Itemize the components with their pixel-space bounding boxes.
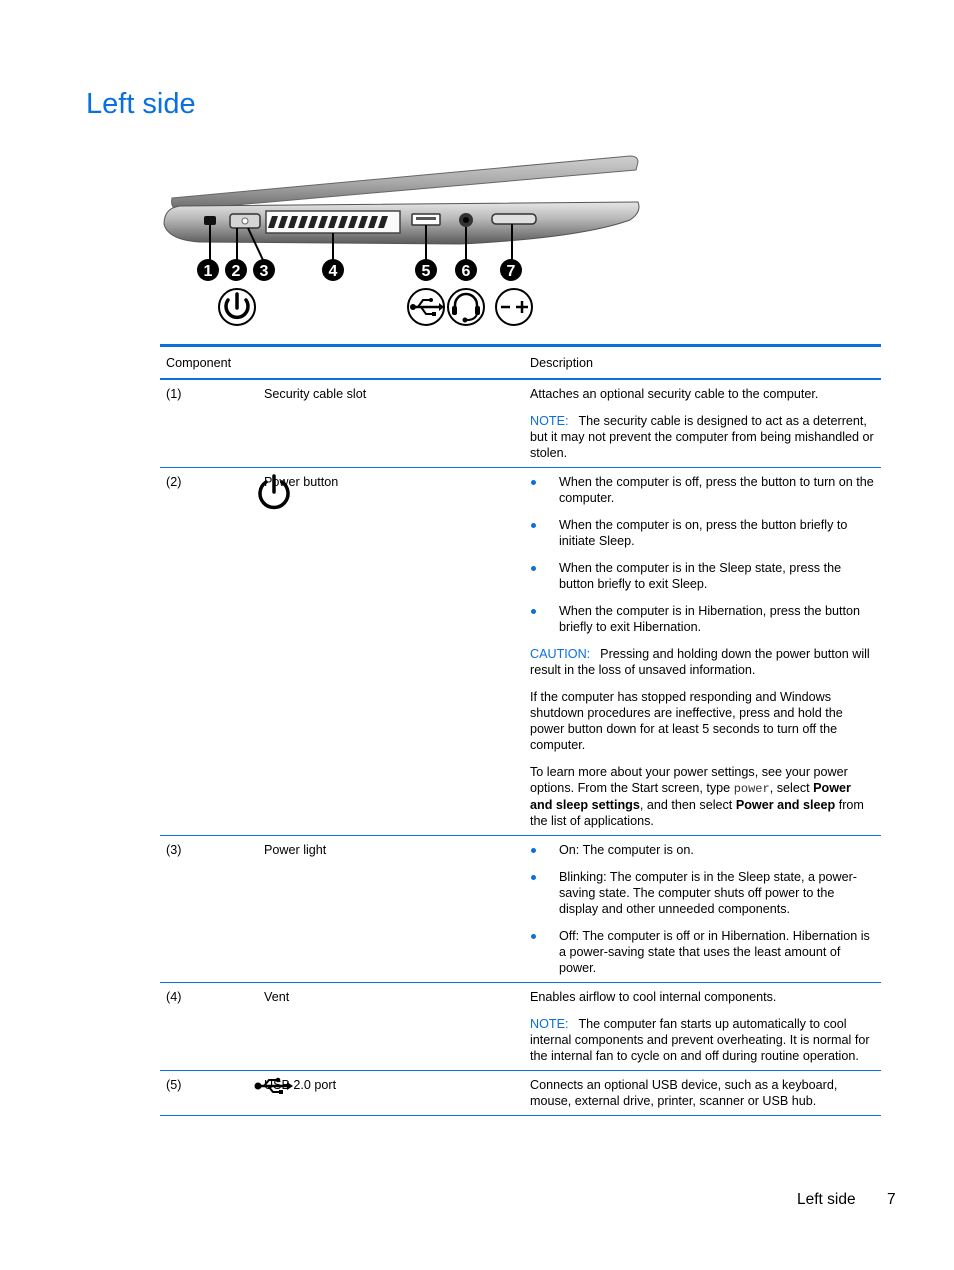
header-component: Component — [166, 355, 232, 370]
callout-7: 7 — [506, 263, 516, 280]
ui-term: Power and sleep — [735, 798, 836, 812]
row-icon-cell — [204, 989, 264, 1064]
caution-text: Pressing and holding down the power button will result in the loss of unsaved information. — [530, 647, 870, 677]
header-description: Description — [530, 355, 593, 370]
note-text: The security cable is designed to act as a deterrent, but it may not prevent the computer from being mishandled or stolen. — [530, 414, 874, 460]
callout-3: 3 — [259, 263, 269, 280]
ui-term: Power and sleep settings — [530, 781, 851, 812]
row-description — [530, 1077, 881, 1109]
table-row — [160, 983, 881, 1071]
table-row — [160, 380, 881, 468]
note-label: NOTE: — [530, 1017, 569, 1031]
caution-label: CAUTION: — [530, 647, 591, 661]
minus-plus-icon — [496, 289, 532, 325]
row-number: (2) — [166, 475, 182, 489]
table-row — [160, 468, 881, 836]
volume-rocker-shape — [492, 214, 536, 224]
row-icon-cell — [204, 1077, 264, 1109]
text-run: from the list of applications. — [530, 798, 864, 828]
page-title: Left side — [86, 88, 196, 120]
row-component-name: Power button — [264, 475, 339, 489]
row-description — [530, 474, 881, 829]
footer-section-label: Left side — [797, 1191, 856, 1208]
callout-1: 1 — [203, 263, 213, 280]
row-description — [530, 989, 881, 1064]
components-table — [160, 344, 881, 1116]
page-number: 7 — [887, 1191, 896, 1208]
list-item: When the computer is in Hibernation, press the button briefly to exit Hibernation. — [530, 603, 875, 635]
power-settings-text — [530, 764, 875, 829]
note-label: NOTE: — [530, 414, 569, 428]
list-item: Off: The computer is off or in Hibernation. Hibernation is a power-saving state that uses the least amount of power. — [530, 928, 875, 976]
bullet-list — [530, 842, 875, 976]
bullet-list — [530, 474, 875, 635]
laptop-illustration — [160, 150, 650, 336]
description-text: Enables airflow to cool internal components. — [530, 990, 777, 1004]
list-item: Blinking: The computer is in the Sleep state, a power-saving state. The computer shuts off power to the display and other unneeded components. — [530, 869, 875, 917]
caution — [530, 646, 875, 678]
headset-icon — [448, 289, 484, 325]
row-component-name: Vent — [264, 990, 290, 1004]
row-number: (4) — [166, 990, 182, 1004]
list-item: On: The computer is on. — [530, 842, 875, 858]
text-run: To learn more about your power settings, see your power options. From the Start screen, type — [530, 765, 848, 795]
security-slot-shape — [204, 216, 216, 225]
callout-5: 5 — [421, 263, 431, 280]
row-component-name: Power light — [264, 843, 327, 857]
callout-6: 6 — [461, 263, 471, 280]
description-text: Attaches an optional security cable to the computer. — [530, 387, 819, 401]
row-icon-cell — [204, 386, 264, 461]
text-run: , select — [769, 781, 814, 795]
list-item: When the computer is in the Sleep state, press the button briefly to exit Sleep. — [530, 560, 875, 592]
row-description — [530, 386, 881, 461]
description-text: If the computer has stopped responding and Windows shutdown procedures are ineffective, press and hold the power button down for at least 5 seconds to turn off the computer. — [530, 690, 843, 752]
row-number: (5) — [166, 1078, 182, 1092]
description-text: Connects an optional USB device, such as a keyboard, mouse, external drive, printer, scanner or USB hub. — [530, 1078, 838, 1108]
power-icon — [219, 289, 255, 325]
row-component-name: Security cable slot — [264, 387, 367, 401]
row-component-name: USB 2.0 port — [264, 1078, 337, 1092]
usb-icon — [408, 289, 444, 325]
laptop-left-side-figure — [160, 150, 650, 341]
callout-2: 2 — [231, 263, 241, 280]
row-icon-cell — [204, 474, 264, 829]
table-row — [160, 836, 881, 983]
callout-4: 4 — [328, 263, 338, 280]
list-item: When the computer is off, press the button to turn on the computer. — [530, 474, 875, 506]
text-run: , and then select — [639, 798, 736, 812]
table-header — [160, 347, 881, 380]
note — [530, 413, 875, 461]
list-item: When the computer is on, press the button briefly to initiate Sleep. — [530, 517, 875, 549]
row-number: (1) — [166, 387, 182, 401]
code-text: power — [733, 782, 770, 796]
row-number: (3) — [166, 843, 182, 857]
row-icon-cell — [204, 842, 264, 976]
note-text: The computer fan starts up automatically to cool internal components and prevent overheating. It is normal for the internal fan to cycle on and off during routine operation. — [530, 1017, 870, 1063]
table-row — [160, 1071, 881, 1116]
row-description — [530, 842, 881, 976]
note — [530, 1016, 875, 1064]
